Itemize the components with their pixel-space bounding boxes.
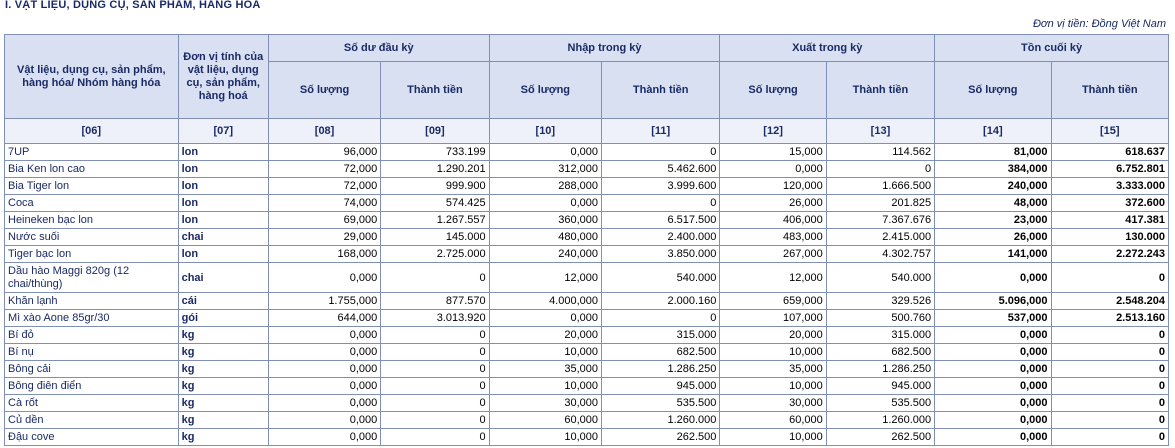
opening-quantity-cell: 0,000 xyxy=(268,361,380,378)
export-amount-cell: 7.367.676 xyxy=(826,212,934,229)
table-row xyxy=(5,361,1169,378)
header-import-amount: Thành tiền xyxy=(602,62,720,119)
column-code: [15] xyxy=(1051,119,1168,144)
export-quantity-cell: 12,000 xyxy=(720,263,826,293)
export-amount-cell: 682.500 xyxy=(826,344,934,361)
opening-quantity-cell: 72,000 xyxy=(268,178,380,195)
closing-quantity-cell: 23,000 xyxy=(935,212,1051,229)
closing-amount-cell: 2.513.160 xyxy=(1051,310,1168,327)
item-name-cell: 7UP xyxy=(5,144,179,161)
import-amount-cell: 1.260.000 xyxy=(602,412,720,429)
header-opening: Số dư đầu kỳ xyxy=(268,35,489,62)
item-name-cell: Dầu hào Maggi 820g (12 chai/thùng) xyxy=(5,263,179,293)
export-amount-cell: 0 xyxy=(826,161,934,178)
export-quantity-cell: 35,000 xyxy=(720,361,826,378)
export-amount-cell: 1.666.500 xyxy=(826,178,934,195)
table-row xyxy=(5,310,1169,327)
export-quantity-cell: 20,000 xyxy=(720,327,826,344)
closing-amount-cell: 0 xyxy=(1051,327,1168,344)
table-row xyxy=(5,344,1169,361)
opening-amount-cell: 0 xyxy=(381,412,489,429)
opening-quantity-cell: 72,000 xyxy=(268,161,380,178)
import-amount-cell: 682.500 xyxy=(602,344,720,361)
column-code: [13] xyxy=(826,119,934,144)
unit-cell: kg xyxy=(178,344,268,361)
export-amount-cell: 315.000 xyxy=(826,327,934,344)
item-name-cell: Bí nụ xyxy=(5,344,179,361)
export-quantity-cell: 659,000 xyxy=(720,293,826,310)
opening-quantity-cell: 69,000 xyxy=(268,212,380,229)
unit-cell: lon xyxy=(178,212,268,229)
import-amount-cell: 2.000.160 xyxy=(602,293,720,310)
unit-cell: cái xyxy=(178,293,268,310)
opening-amount-cell: 574.425 xyxy=(381,195,489,212)
import-amount-cell: 945.000 xyxy=(602,378,720,395)
table-row xyxy=(5,263,1169,293)
import-quantity-cell: 10,000 xyxy=(489,344,601,361)
header-export: Xuất trong kỳ xyxy=(720,35,935,62)
export-amount-cell: 262.500 xyxy=(826,429,934,446)
column-code: [06] xyxy=(5,119,179,144)
opening-amount-cell: 0 xyxy=(381,429,489,446)
table-row xyxy=(5,395,1169,412)
closing-amount-cell: 3.333.000 xyxy=(1051,178,1168,195)
export-quantity-cell: 10,000 xyxy=(720,378,826,395)
import-quantity-cell: 12,000 xyxy=(489,263,601,293)
opening-quantity-cell: 96,000 xyxy=(268,144,380,161)
header-import: Nhập trong kỳ xyxy=(489,35,720,62)
export-amount-cell: 1.286.250 xyxy=(826,361,934,378)
closing-amount-cell: 0 xyxy=(1051,378,1168,395)
import-amount-cell: 2.400.000 xyxy=(602,229,720,246)
closing-amount-cell: 2.272.243 xyxy=(1051,246,1168,263)
column-code: [12] xyxy=(720,119,826,144)
unit-cell: lon xyxy=(178,178,268,195)
closing-quantity-cell: 0,000 xyxy=(935,344,1051,361)
import-amount-cell: 0 xyxy=(602,144,720,161)
item-name-cell: Bông điên điển xyxy=(5,378,179,395)
table-row xyxy=(5,212,1169,229)
unit-cell: chai xyxy=(178,263,268,293)
opening-amount-cell: 0 xyxy=(381,344,489,361)
closing-quantity-cell: 81,000 xyxy=(935,144,1051,161)
header-unit: Đơn vị tính của vật liệu, dụng cụ, sản phẩm, hàng hoá xyxy=(178,35,268,119)
import-amount-cell: 315.000 xyxy=(602,327,720,344)
header-closing: Tồn cuối kỳ xyxy=(935,35,1169,62)
item-name-cell: Coca xyxy=(5,195,179,212)
import-quantity-cell: 30,000 xyxy=(489,395,601,412)
opening-quantity-cell: 0,000 xyxy=(268,395,380,412)
table-row xyxy=(5,195,1169,212)
opening-quantity-cell: 0,000 xyxy=(268,412,380,429)
column-code: [07] xyxy=(178,119,268,144)
unit-cell: lon xyxy=(178,246,268,263)
export-quantity-cell: 26,000 xyxy=(720,195,826,212)
export-quantity-cell: 60,000 xyxy=(720,412,826,429)
export-quantity-cell: 30,000 xyxy=(720,395,826,412)
item-name-cell: Cà rốt xyxy=(5,395,179,412)
export-quantity-cell: 406,000 xyxy=(720,212,826,229)
closing-quantity-cell: 0,000 xyxy=(935,429,1051,446)
opening-amount-cell: 1.267.557 xyxy=(381,212,489,229)
import-amount-cell: 535.500 xyxy=(602,395,720,412)
export-amount-cell: 1.260.000 xyxy=(826,412,934,429)
export-quantity-cell: 107,000 xyxy=(720,310,826,327)
unit-cell: kg xyxy=(178,327,268,344)
import-amount-cell: 540.000 xyxy=(602,263,720,293)
unit-cell: lon xyxy=(178,144,268,161)
import-quantity-cell: 360,000 xyxy=(489,212,601,229)
opening-amount-cell: 145.000 xyxy=(381,229,489,246)
unit-cell: kg xyxy=(178,395,268,412)
item-name-cell: Nước suối xyxy=(5,229,179,246)
section-title: I. VẬT LIỆU, DỤNG CỤ, SẢN PHẨM, HÀNG HOÁ xyxy=(5,0,261,11)
item-name-cell: Bông cải xyxy=(5,361,179,378)
closing-amount-cell: 0 xyxy=(1051,263,1168,293)
closing-amount-cell: 0 xyxy=(1051,361,1168,378)
closing-amount-cell: 0 xyxy=(1051,412,1168,429)
closing-quantity-cell: 240,000 xyxy=(935,178,1051,195)
import-quantity-cell: 480,000 xyxy=(489,229,601,246)
export-quantity-cell: 15,000 xyxy=(720,144,826,161)
unit-cell: kg xyxy=(178,412,268,429)
closing-amount-cell: 0 xyxy=(1051,395,1168,412)
import-quantity-cell: 10,000 xyxy=(489,378,601,395)
opening-amount-cell: 0 xyxy=(381,378,489,395)
item-name-cell: Đậu cove xyxy=(5,429,179,446)
closing-amount-cell: 130.000 xyxy=(1051,229,1168,246)
closing-quantity-cell: 0,000 xyxy=(935,412,1051,429)
opening-quantity-cell: 74,000 xyxy=(268,195,380,212)
opening-quantity-cell: 29,000 xyxy=(268,229,380,246)
closing-quantity-cell: 48,000 xyxy=(935,195,1051,212)
unit-cell: lon xyxy=(178,161,268,178)
opening-quantity-cell: 168,000 xyxy=(268,246,380,263)
closing-quantity-cell: 0,000 xyxy=(935,263,1051,293)
closing-quantity-cell: 5.096,000 xyxy=(935,293,1051,310)
export-amount-cell: 540.000 xyxy=(826,263,934,293)
export-quantity-cell: 10,000 xyxy=(720,344,826,361)
item-name-cell: Củ dền xyxy=(5,412,179,429)
import-quantity-cell: 312,000 xyxy=(489,161,601,178)
closing-amount-cell: 0 xyxy=(1051,344,1168,361)
import-quantity-cell: 240,000 xyxy=(489,246,601,263)
closing-amount-cell: 618.637 xyxy=(1051,144,1168,161)
opening-amount-cell: 733.199 xyxy=(381,144,489,161)
table-row xyxy=(5,144,1169,161)
export-quantity-cell: 0,000 xyxy=(720,161,826,178)
header-export-quantity: Số lượng xyxy=(720,62,826,119)
closing-quantity-cell: 0,000 xyxy=(935,327,1051,344)
import-quantity-cell: 35,000 xyxy=(489,361,601,378)
import-quantity-cell: 4.000,000 xyxy=(489,293,601,310)
header-opening-quantity: Số lượng xyxy=(268,62,380,119)
closing-quantity-cell: 0,000 xyxy=(935,395,1051,412)
closing-quantity-cell: 141,000 xyxy=(935,246,1051,263)
export-amount-cell: 500.760 xyxy=(826,310,934,327)
import-amount-cell: 5.462.600 xyxy=(602,161,720,178)
closing-quantity-cell: 0,000 xyxy=(935,378,1051,395)
import-quantity-cell: 0,000 xyxy=(489,310,601,327)
header-opening-amount: Thành tiền xyxy=(381,62,489,119)
export-quantity-cell: 120,000 xyxy=(720,178,826,195)
column-code: [14] xyxy=(935,119,1051,144)
opening-quantity-cell: 0,000 xyxy=(268,327,380,344)
import-quantity-cell: 0,000 xyxy=(489,195,601,212)
item-name-cell: Heineken bạc lon xyxy=(5,212,179,229)
import-amount-cell: 262.500 xyxy=(602,429,720,446)
column-code: [09] xyxy=(381,119,489,144)
inventory-table xyxy=(4,34,1169,446)
opening-amount-cell: 1.290.201 xyxy=(381,161,489,178)
header-export-amount: Thành tiền xyxy=(826,62,934,119)
item-name-cell: Mì xào Aone 85gr/30 xyxy=(5,310,179,327)
import-quantity-cell: 288,000 xyxy=(489,178,601,195)
export-amount-cell: 4.302.757 xyxy=(826,246,934,263)
export-quantity-cell: 10,000 xyxy=(720,429,826,446)
closing-amount-cell: 372.600 xyxy=(1051,195,1168,212)
import-amount-cell: 0 xyxy=(602,195,720,212)
opening-amount-cell: 0 xyxy=(381,361,489,378)
column-code: [10] xyxy=(489,119,601,144)
closing-amount-cell: 2.548.204 xyxy=(1051,293,1168,310)
export-amount-cell: 201.825 xyxy=(826,195,934,212)
table-row xyxy=(5,429,1169,446)
import-amount-cell: 6.517.500 xyxy=(602,212,720,229)
item-name-cell: Bí đỏ xyxy=(5,327,179,344)
closing-quantity-cell: 537,000 xyxy=(935,310,1051,327)
import-amount-cell: 3.999.600 xyxy=(602,178,720,195)
header-closing-quantity: Số lượng xyxy=(935,62,1051,119)
unit-cell: kg xyxy=(178,429,268,446)
closing-quantity-cell: 26,000 xyxy=(935,229,1051,246)
item-name-cell: Tiger bạc lon xyxy=(5,246,179,263)
header-closing-amount: Thành tiền xyxy=(1051,62,1168,119)
import-quantity-cell: 60,000 xyxy=(489,412,601,429)
table-row xyxy=(5,378,1169,395)
column-code: [11] xyxy=(602,119,720,144)
opening-amount-cell: 0 xyxy=(381,327,489,344)
table-row xyxy=(5,161,1169,178)
opening-quantity-cell: 0,000 xyxy=(268,344,380,361)
closing-amount-cell: 417.381 xyxy=(1051,212,1168,229)
opening-quantity-cell: 0,000 xyxy=(268,429,380,446)
opening-amount-cell: 999.900 xyxy=(381,178,489,195)
unit-cell: kg xyxy=(178,378,268,395)
header-import-quantity: Số lượng xyxy=(489,62,601,119)
opening-quantity-cell: 644,000 xyxy=(268,310,380,327)
closing-quantity-cell: 384,000 xyxy=(935,161,1051,178)
import-quantity-cell: 20,000 xyxy=(489,327,601,344)
import-quantity-cell: 10,000 xyxy=(489,429,601,446)
closing-amount-cell: 0 xyxy=(1051,429,1168,446)
table-row xyxy=(5,412,1169,429)
opening-amount-cell: 3.013.920 xyxy=(381,310,489,327)
closing-amount-cell: 6.752.801 xyxy=(1051,161,1168,178)
opening-amount-cell: 0 xyxy=(381,395,489,412)
export-amount-cell: 114.562 xyxy=(826,144,934,161)
import-amount-cell: 3.850.000 xyxy=(602,246,720,263)
currency-note: Đơn vị tiền: Đồng Việt Nam xyxy=(1032,18,1166,30)
table-row xyxy=(5,229,1169,246)
opening-quantity-cell: 0,000 xyxy=(268,378,380,395)
header-item: Vật liệu, dụng cụ, sản phẩm, hàng hóa/ Nhóm hàng hóa xyxy=(5,35,179,119)
export-amount-cell: 535.500 xyxy=(826,395,934,412)
opening-amount-cell: 0 xyxy=(381,263,489,293)
unit-cell: gói xyxy=(178,310,268,327)
export-amount-cell: 2.415.000 xyxy=(826,229,934,246)
import-amount-cell: 0 xyxy=(602,310,720,327)
item-name-cell: Khăn lạnh xyxy=(5,293,179,310)
table-row xyxy=(5,327,1169,344)
closing-quantity-cell: 0,000 xyxy=(935,361,1051,378)
export-amount-cell: 945.000 xyxy=(826,378,934,395)
unit-cell: chai xyxy=(178,229,268,246)
item-name-cell: Bia Ken lon cao xyxy=(5,161,179,178)
import-quantity-cell: 0,000 xyxy=(489,144,601,161)
opening-quantity-cell: 0,000 xyxy=(268,263,380,293)
item-name-cell: Bia Tiger lon xyxy=(5,178,179,195)
table-row xyxy=(5,293,1169,310)
export-amount-cell: 329.526 xyxy=(826,293,934,310)
opening-quantity-cell: 1.755,000 xyxy=(268,293,380,310)
opening-amount-cell: 2.725.000 xyxy=(381,246,489,263)
export-quantity-cell: 483,000 xyxy=(720,229,826,246)
unit-cell: lon xyxy=(178,195,268,212)
opening-amount-cell: 877.570 xyxy=(381,293,489,310)
import-amount-cell: 1.286.250 xyxy=(602,361,720,378)
column-code: [08] xyxy=(268,119,380,144)
table-row xyxy=(5,246,1169,263)
export-quantity-cell: 267,000 xyxy=(720,246,826,263)
unit-cell: kg xyxy=(178,361,268,378)
table-row xyxy=(5,178,1169,195)
